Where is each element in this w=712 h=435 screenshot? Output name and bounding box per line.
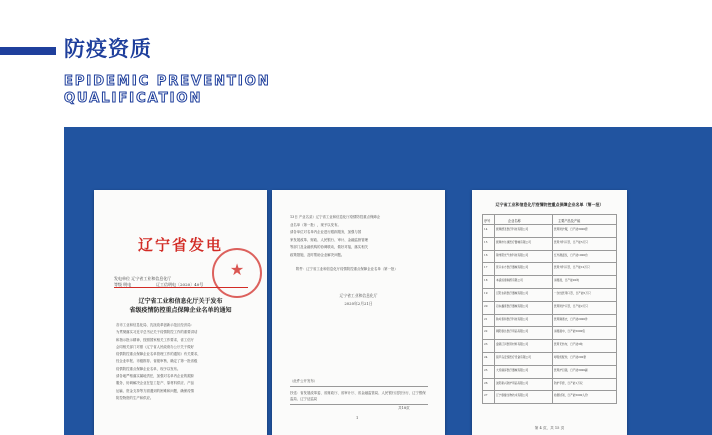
column-header-product: 主要产品及产能 <box>558 219 581 223</box>
company-name: 营口东方医疗器械有限公司 <box>496 265 529 270</box>
body-line: 家发展改革、财政、人民银行、审计、金融监督管理 <box>290 237 368 242</box>
product-capacity: 医用外科口罩，日产能10万只 <box>554 265 590 270</box>
company-name: 铁岭泰和医疗科技有限公司 <box>496 316 529 321</box>
company-name: 抚顺市乐康医疗器械有限公司 <box>496 239 531 244</box>
grade-line: 等级 明电 <box>114 282 132 287</box>
table-row <box>482 224 617 238</box>
company-name: 大连瑞泽医疗器械有限公司 <box>496 367 529 372</box>
product-capacity: 防护手套，日产能1万双 <box>554 380 583 385</box>
list-title: 辽宁省工业和信息化厅疫情防控重点保障企业名单（第一批） <box>495 202 604 207</box>
footer-divider <box>290 404 428 405</box>
row-number: 25 <box>484 367 488 372</box>
page-subtitle <box>64 73 314 107</box>
company-name: 盘锦辽河医用材料有限公司 <box>496 342 529 347</box>
footer-divider <box>290 386 428 387</box>
notice-document[interactable] <box>94 190 267 435</box>
row-number: 26 <box>484 380 488 385</box>
row-number: 27 <box>484 393 488 398</box>
product-capacity: 医用外科口罩，日产能5万只 <box>554 239 588 244</box>
table-row <box>482 301 617 315</box>
product-capacity: 消毒液，日产能20吨 <box>554 278 579 283</box>
row-number: 23 <box>484 342 488 347</box>
row-number: 21 <box>484 316 488 321</box>
company-name: 丹东鑫泰医疗器械有限公司 <box>496 303 529 308</box>
company-name: 本溪恒康制药有限公司 <box>496 278 523 283</box>
red-divider <box>114 287 248 288</box>
document-number: 辽工信明电〔2020〕40号 <box>156 282 204 287</box>
product-capacity: 医用防护口罩，日产能2万只 <box>554 303 588 308</box>
table-row <box>482 365 617 379</box>
company-name: 抚顺德圣医疗科技有限公司 <box>496 227 529 231</box>
column-header-name: 企业名称 <box>508 219 521 223</box>
row-number: 15 <box>484 239 488 244</box>
company-name: 沈阳新兴防护用品有限公司 <box>496 380 529 385</box>
table-row <box>482 339 617 353</box>
body-line: 请各单位对名单内企业进行跟踪服务，加强与国 <box>290 230 362 234</box>
table-row <box>482 288 617 302</box>
body-line: 防控物资的生产和供应。 <box>116 395 154 400</box>
company-list-document[interactable] <box>472 190 627 435</box>
row-number: 19 <box>484 291 488 295</box>
product-capacity: 医用无纺布，日产能3吨 <box>554 342 583 347</box>
table-row <box>482 262 617 276</box>
row-number: 16 <box>484 252 488 257</box>
company-name: 锦州阳光气象科技有限公司 <box>496 252 529 257</box>
row-number: 14 <box>484 227 488 231</box>
table-row <box>482 275 617 289</box>
row-number: 24 <box>484 355 488 359</box>
product-capacity: 呼吸机配件，日产能200套 <box>554 355 587 359</box>
table-row <box>482 237 617 251</box>
document-red-header: 辽宁省发电 <box>137 236 223 254</box>
body-line: 业名单（第一批），现予以发布。 <box>290 222 341 227</box>
cc-line: 抄送：省发展改革委、省财政厅、省审计厅、省金融监管局、人民银行沈阳分行、辽宁银保监局、辽宁证监局 <box>290 391 426 401</box>
company-name: 朝阳康达医疗用品有限公司 <box>496 329 529 334</box>
sender-line: 发电单位 辽宁省工业和信息化厅 <box>114 276 172 281</box>
product-capacity: 医用护目镜，日产能3000副 <box>554 367 588 372</box>
table-bottom-border <box>482 403 617 404</box>
company-name: 辽宁康健生物技术有限公司 <box>496 393 529 398</box>
table-row <box>482 314 617 328</box>
body-line: 运输、资金支持等方面遇到的困难和问题，确保疫情 <box>116 388 194 393</box>
product-capacity: 一次性医用口罩，日产能5万只 <box>554 291 591 295</box>
table-row <box>482 250 617 264</box>
column-header-no: 序号 <box>484 219 491 223</box>
accent-bar <box>0 47 56 55</box>
subtitle-line-2: QUALIFICATION <box>64 91 203 106</box>
body-line: 经企业申报、市级推荐、省级审核，确定了第一批省级 <box>116 359 198 364</box>
body-line: 疫情防控重点保障企业名单管理工作的通知》有关要求， <box>116 352 201 357</box>
row-number: 17 <box>484 265 488 270</box>
product-capacity: 医用防护服，日产能3000套 <box>554 227 588 231</box>
row-number: 18 <box>484 278 488 283</box>
product-capacity: 医用隔离衣，日产能2000件 <box>554 316 588 321</box>
table-row <box>482 352 617 366</box>
body-line: 和指示批示精神，按照国家相关工作要求，省工信厅 <box>116 337 194 342</box>
page-number: 1 <box>356 416 359 420</box>
body-line: 疫情防控重点保障企业名单，现予以发布。 <box>116 366 181 371</box>
signature-page-body <box>290 214 430 259</box>
attachment-line: 附件：辽宁省工业和信息化厅疫情防控重点保障企业名单（第一批） <box>296 267 398 271</box>
signer: 辽宁省工业和信息化厅 <box>339 293 378 298</box>
issue-date: 2020年2月21日 <box>344 301 373 306</box>
signature-page-document[interactable] <box>272 190 445 435</box>
product-capacity: 消毒湿巾，日产能5000包 <box>554 329 586 334</box>
body-line: 请各地严格落实属地责任，加强对名单内企业的跟踪 <box>116 374 194 379</box>
body-line: 会同相关部门对照《辽宁省人民政府办公厅关于做好 <box>116 344 194 349</box>
company-name: 辽阳永新医疗器械有限公司 <box>496 291 529 295</box>
body-line: 服务，协调解决企业在复工复产、原材料供应、产品 <box>116 381 194 386</box>
page-count: 第 4 页，共 15 页 <box>534 426 565 430</box>
product-capacity: 红外测温仪，日产能1000台 <box>554 252 588 257</box>
body-line: 等部门及金融机构的协调联动，做好对接，落实相关 <box>290 245 368 249</box>
table-row <box>482 390 617 404</box>
row-number: 22 <box>484 329 488 334</box>
table-row <box>482 378 617 392</box>
body-line: 为贯彻落实习近平总书记关于疫情防控工作的重要讲话 <box>116 330 198 335</box>
product-capacity: 检测试剂，日产能5000人份 <box>554 393 588 398</box>
body-line: 各市工业和信息化局、沈抚改革创新示范区经济局： <box>116 323 194 327</box>
body-line: 13日 产业名录》辽宁省工业和信息化厅疫情防控重点保障企 <box>290 215 381 219</box>
notice-title-line-1: 辽宁省工业和信息化厅关于发布 <box>138 298 223 305</box>
notice-body <box>116 322 248 402</box>
publication-note: （此件公开发布） <box>290 379 318 383</box>
subtitle-line-1: EPIDEMIC PREVENTION <box>64 74 271 89</box>
official-seal-icon: ★ <box>212 248 262 298</box>
body-line: 政策措施，及时帮助企业解决问题。 <box>290 252 345 257</box>
notice-title-line-2: 省级疫情防控重点保障企业名单的通知 <box>129 307 232 314</box>
page-title: 防疫资质 <box>64 37 152 61</box>
company-name: 葫芦岛安泰医疗设备有限公司 <box>496 355 531 359</box>
table-row <box>482 326 617 340</box>
page-count: 共18页 <box>398 406 410 410</box>
row-number: 20 <box>484 303 488 308</box>
company-table <box>482 214 617 403</box>
